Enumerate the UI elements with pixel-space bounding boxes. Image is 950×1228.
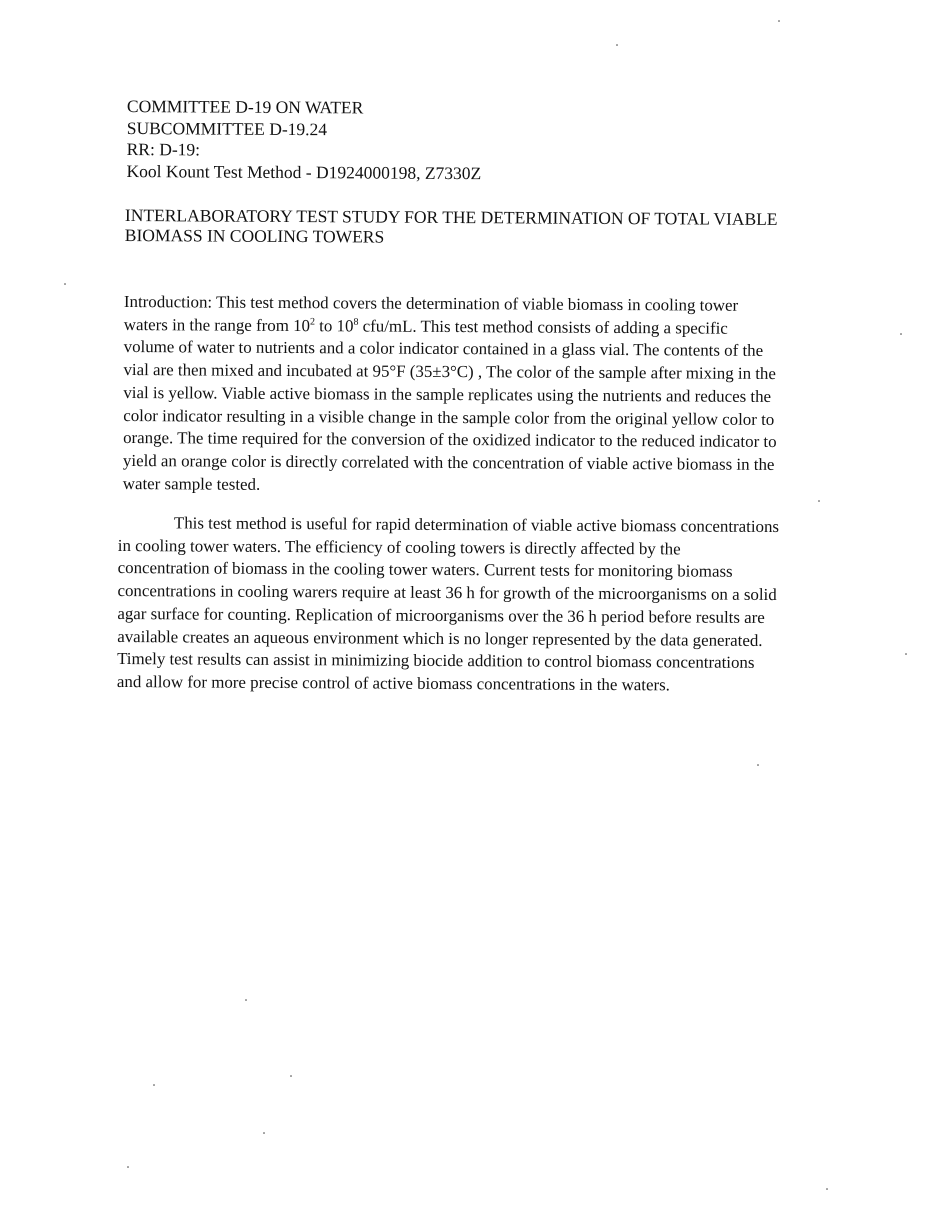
scan-speck [245,999,247,1001]
rr-line: RR: D-19: [126,138,201,160]
intro-line: vial is yellow. Viable active biomass in the sample replicates using the nutrients and reduces the [123,382,772,406]
body-line: Timely test results can assist in minimizing biocide addition to control biomass concentrations [117,649,755,673]
scan-speck [616,44,618,46]
title-line-2: BIOMASS IN COOLING TOWERS [124,224,385,247]
body-line: available creates an aqueous environment which is no longer represented by the data generated. [117,626,763,650]
title-line-1: INTERLABORATORY TEST STUDY FOR THE DETERMINATION OF TOTAL VIABLE [124,205,778,229]
intro-line: color indicator resulting in a visible change in the sample color from the original yellow color to [123,405,775,429]
intro-line: vial are then mixed and incubated at 95°F (35±3°C) , The color of the sample after mixing in the [123,360,776,384]
scan-speck [127,1166,129,1168]
intro-line: Introduction: This test method covers the determination of viable biomass in cooling tower [123,291,739,315]
body-line: agar surface for counting. Replication of microorganisms over the 36 h period before results are [117,603,765,627]
subcommittee-line: SUBCOMMITTEE D-19.24 [126,117,328,139]
intro-line: yield an orange color is directly correlated with the concentration of viable active biomass in the [122,450,775,474]
body-paragraph [117,512,853,698]
scan-speck [757,764,759,766]
body-line: concentration of biomass in the cooling tower waters. Current tests for monitoring biomass [117,558,733,582]
scan-speck [153,1084,155,1086]
body-line: and allow for more precise control of active biomass concentrations in the waters. [116,671,670,695]
intro-range-text: waters in the range from 10 [123,314,311,335]
scan-speck [826,1188,828,1190]
intro-range-text: cfu/mL. This test method consists of adding a specific [358,316,728,338]
scan-speck [778,20,780,22]
test-method-line: Kool Kount Test Method - D1924000198, Z7330Z [126,160,482,183]
intro-line: water sample tested. [122,473,261,494]
scan-speck [905,653,907,655]
exponent-low: 2 [309,316,316,328]
document-title [125,205,845,249]
intro-range-text: to 10 [314,315,354,336]
committee-line: COMMITTEE D-19 ON WATER [126,96,364,118]
introduction-paragraph [123,291,854,500]
scan-speck [290,1075,292,1077]
intro-line: orange. The time required for the conversion of the oxidized indicator to the reduced indicator to [123,428,777,452]
scan-speck [263,1132,265,1134]
document-header [126,96,847,186]
exponent-high: 8 [353,316,359,328]
scan-speck [64,283,66,285]
scan-speck [818,500,820,502]
intro-line: volume of water to nutrients and a color indicator contained in a glass vial. The contents of the [123,337,764,361]
body-line: in cooling tower waters. The efficiency of cooling towers is directly affected by the [117,535,681,559]
body-line-text: This test method is useful for rapid determination of viable active biomass concentrations [173,513,780,537]
body-line: concentrations in cooling warers require at least 36 h for growth of the microorganisms on a solid [117,581,777,605]
scan-speck [900,333,902,335]
